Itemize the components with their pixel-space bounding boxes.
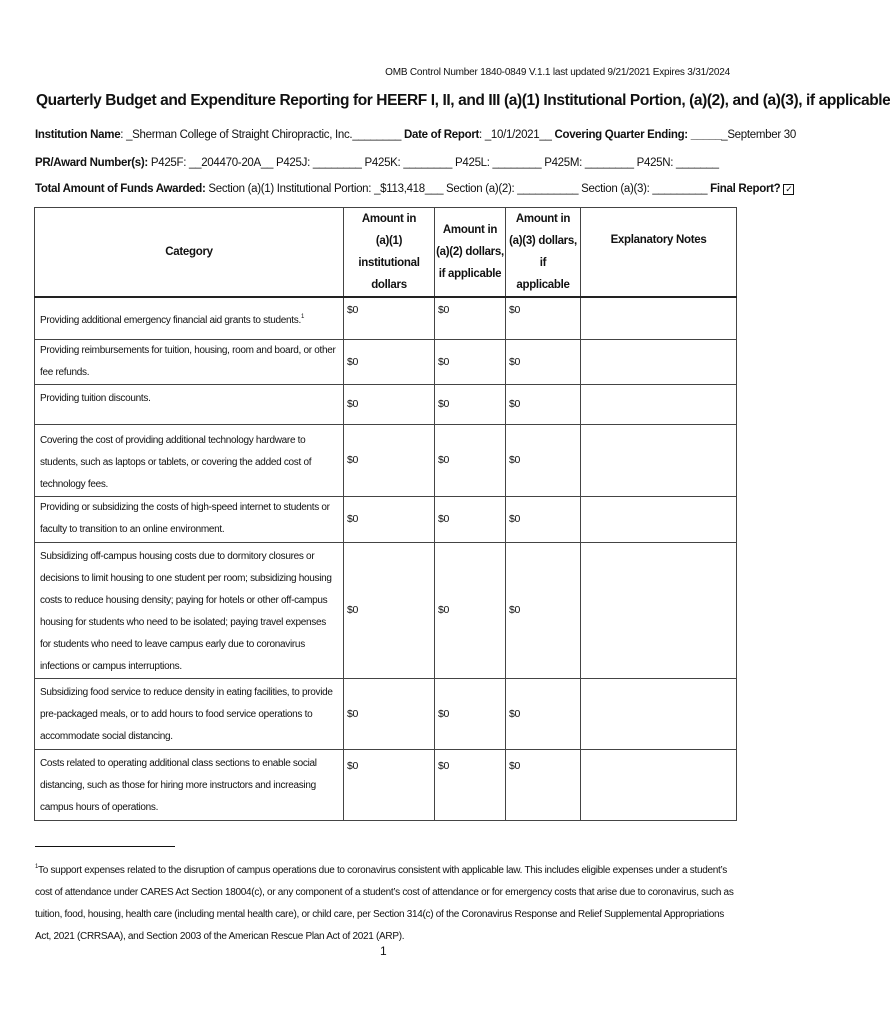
page-title: Quarterly Budget and Expenditure Reporting for HEERF I, II, and III (a)(1) Institutional Portion, (a)(2), and (a)(3), if applicable: [36, 92, 890, 109]
table-row: [35, 297, 737, 339]
row-a1-amount[interactable]: $0: [344, 496, 435, 542]
row-notes[interactable]: [581, 339, 737, 384]
row-a3-amount[interactable]: $0: [506, 424, 581, 496]
row-notes[interactable]: [581, 424, 737, 496]
row-category: Subsidizing off-campus housing costs due to dormitory closures or decisions to limit housing to one student per room; subsidizing housing costs to reduce housing density; paying for hotels or other off-campus housing for students who need to be isolated; paying travel expenses for students who need to leave campus early due to coronavirus infections or campus interruptions.: [35, 542, 344, 678]
row-a2-amount[interactable]: $0: [435, 424, 506, 496]
institution-value: : _Sherman College of Straight Chiropractic, Inc.________: [120, 129, 404, 141]
row-a1-amount[interactable]: $0: [344, 339, 435, 384]
row-a3-amount[interactable]: $0: [506, 678, 581, 749]
header-a2-line3: if applicable: [438, 268, 502, 280]
row-a3-amount[interactable]: $0: [506, 384, 581, 424]
header-a3-line2: (a)(3) dollars, if: [509, 235, 577, 269]
date-value: : _10/1/2021__: [479, 129, 555, 141]
header-a3-line3: applicable: [516, 279, 570, 291]
row-a3-amount[interactable]: $0: [506, 542, 581, 678]
footnote: [35, 856, 737, 948]
row-a2-amount[interactable]: $0: [435, 749, 506, 820]
header-notes: Explanatory Notes: [581, 208, 737, 298]
quarter-label: Covering Quarter Ending: _____: [554, 129, 722, 141]
row-category: Providing or subsidizing the costs of high-speed internet to students or faculty to transition to an online environment.: [35, 496, 344, 542]
row-a1-amount[interactable]: $0: [344, 749, 435, 820]
award-line: [35, 157, 735, 169]
row-a2-amount[interactable]: $0: [435, 339, 506, 384]
row-a1-amount[interactable]: $0: [344, 384, 435, 424]
header-a3-line1: Amount in: [515, 213, 571, 225]
budget-table: [34, 207, 737, 821]
omb-control-number: OMB Control Number 1840-0849 V.1.1 last updated 9/21/2021 Expires 3/31/2024: [385, 67, 730, 78]
final-report-checkbox[interactable]: ✓: [785, 184, 793, 194]
row-notes[interactable]: [581, 297, 737, 339]
quarter-value: _September 30: [721, 129, 796, 141]
footnote-ref: 1: [300, 314, 305, 320]
row-category-text: Providing additional emergency financial aid grants to students.: [40, 315, 301, 326]
row-a3-amount[interactable]: $0: [506, 496, 581, 542]
final-report-label: Final Report?: [710, 183, 781, 195]
header-a1-line1: Amount in: [361, 213, 417, 225]
row-a3-amount[interactable]: $0: [506, 749, 581, 820]
header-a3: [506, 208, 581, 298]
table-row: [35, 339, 737, 384]
institution-label: Institution Name: [35, 129, 121, 141]
footnote-marker: 1: [35, 864, 39, 870]
header-a2-line1: Amount in: [442, 224, 498, 236]
header-category: Category: [35, 208, 344, 298]
total-line: [35, 183, 793, 195]
award-label: PR/Award Number(s):: [35, 157, 148, 169]
row-category: Costs related to operating additional class sections to enable social distancing, such as those for hiring more instructors and increasing campus hours of operations.: [35, 749, 344, 820]
row-a2-amount[interactable]: $0: [435, 297, 506, 339]
table-row: [35, 542, 737, 678]
row-notes[interactable]: [581, 749, 737, 820]
row-category: Covering the cost of providing additional technology hardware to students, such as laptops or tablets, or covering the added cost of technology fees.: [35, 424, 344, 496]
page-number: 1: [380, 944, 387, 958]
header-a1: [344, 208, 435, 298]
header-a2: [435, 208, 506, 298]
row-notes[interactable]: [581, 496, 737, 542]
footnote-separator: [35, 846, 175, 847]
header-a1-line3: institutional dollars: [358, 257, 420, 291]
table-header-row: [35, 208, 737, 298]
row-a2-amount[interactable]: $0: [435, 496, 506, 542]
table-row: [35, 424, 737, 496]
row-category: Providing reimbursements for tuition, housing, room and board, or other fee refunds.: [35, 339, 344, 384]
row-a1-amount[interactable]: $0: [344, 542, 435, 678]
row-a2-amount[interactable]: $0: [435, 678, 506, 749]
row-a1-amount[interactable]: $0: [344, 678, 435, 749]
row-category: Providing tuition discounts.: [35, 384, 344, 424]
header-a2-line2: (a)(2) dollars,: [436, 246, 504, 258]
table-row: [35, 749, 737, 820]
institution-line: [35, 129, 796, 141]
row-notes[interactable]: [581, 384, 737, 424]
row-a1-amount[interactable]: $0: [344, 297, 435, 339]
row-a3-amount[interactable]: $0: [506, 297, 581, 339]
row-category: Subsidizing food service to reduce density in eating facilities, to provide pre-packaged meals, or to add hours to food service operations to accommodate social distancing.: [35, 678, 344, 749]
row-a2-amount[interactable]: $0: [435, 384, 506, 424]
table-row: [35, 384, 737, 424]
row-notes[interactable]: [581, 678, 737, 749]
row-a2-amount[interactable]: $0: [435, 542, 506, 678]
award-value: P425F: __204470-20A__ P425J: ________ P425K: ________ P425L: ________ P425M: ________ P425N: _______: [147, 157, 719, 169]
table-row: [35, 496, 737, 542]
table-row: [35, 678, 737, 749]
header-a1-line2: (a)(1): [375, 235, 403, 247]
row-category: [35, 297, 344, 339]
footnote-text: To support expenses related to the disruption of campus operations due to coronavirus consistent with applicable law. This includes eligible expenses under a student’s cost of attendance under CARES Act Section 18004(c), or any component of a student’s cost of attendance or for emergency costs that arise due to coronavirus, such as tuition, food, housing, health care (including mental health care), or child care, per Section 314(c) of the Coronavirus Response and Relief Supplemental Appropriations Act, 2021 (CRRSAA), and Section 2003 of the American Rescue Plan Act of 2021 (ARP).: [35, 865, 734, 942]
row-a3-amount[interactable]: $0: [506, 339, 581, 384]
row-notes[interactable]: [581, 542, 737, 678]
total-label: Total Amount of Funds Awarded:: [35, 183, 206, 195]
date-label: Date of Report: [404, 129, 480, 141]
total-value: Section (a)(1) Institutional Portion: _$113,418___ Section (a)(2): __________ Section (a)(3): _________: [205, 183, 711, 195]
row-a1-amount[interactable]: $0: [344, 424, 435, 496]
